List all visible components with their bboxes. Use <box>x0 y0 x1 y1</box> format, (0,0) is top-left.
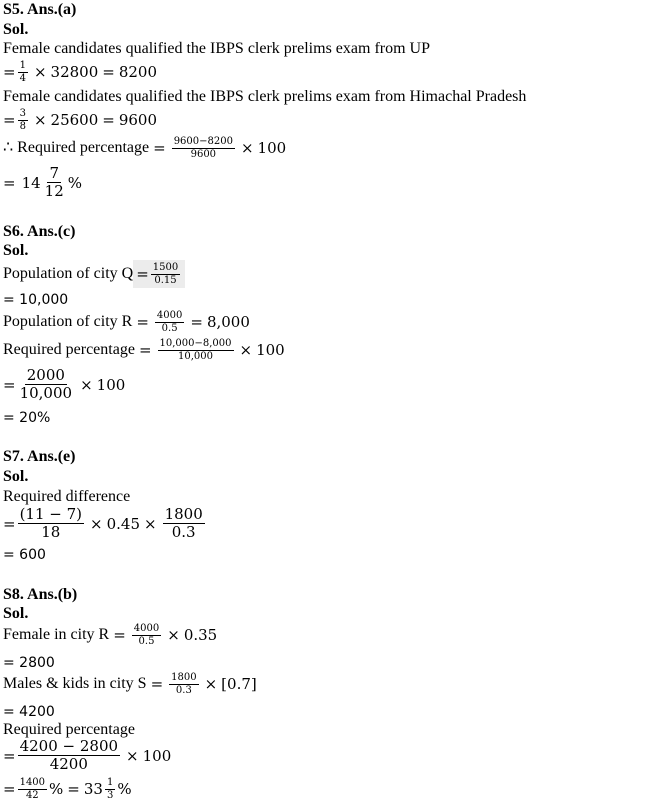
fraction: $\frac{10,000-8,000}{10,000}$ <box>159 338 232 362</box>
s7-sol-label: Sol. <box>3 468 29 485</box>
fraction: $\frac{4000}{0.5}$ <box>133 623 160 647</box>
s6-required-percentage: Required percentage = $\frac{10,000-8,000}{10,000}$ × 100 <box>3 338 285 362</box>
s8-female-result: = 2800 <box>3 655 55 671</box>
s6-population-r: Population of city R = $\frac{4000}{0.5}$ = 8,000 <box>3 310 250 334</box>
s6-result: = 20% <box>3 410 51 426</box>
s5-result: = 14 $\frac{7}{12}$ % <box>3 164 83 201</box>
s5-heading: S5. Ans.(a) <box>3 1 77 18</box>
fraction: $\frac{(11 - 7)}{18}$ <box>19 505 83 542</box>
s5-hp-calculation: = $\frac{3}{8}$ × 25600 = 9600 <box>3 108 158 132</box>
s8-female-city-r: Female in city R = $\frac{4000}{0.5}$ × 0.35 <box>3 623 218 647</box>
fraction: $\frac{1500}{0.15}$ <box>152 262 179 286</box>
s6-heading: S6. Ans.(c) <box>3 223 76 240</box>
s8-sol-label: Sol. <box>3 605 29 622</box>
fraction: $\frac{1}{4}$ <box>19 60 26 84</box>
s8-heading: S8. Ans.(b) <box>3 586 78 603</box>
s6-sol-label: Sol. <box>3 242 29 259</box>
fraction: $\frac{1400}{42}$ <box>19 777 46 801</box>
s5-hp-statement: Female candidates qualified the IBPS clerk prelims exam from Himachal Pradesh <box>3 88 527 105</box>
s8-males-kids-city-s: Males & kids in city S = $\frac{1800}{0.3}$ × [0.7] <box>3 672 257 696</box>
fraction: $\frac{4200 - 2800}{4200}$ <box>19 737 119 774</box>
s6-population-q: Population of city Q = $\frac{1500}{0.15}$ <box>3 260 185 288</box>
s8-calculation: = $\frac{4200 - 2800}{4200}$ × 100 <box>3 737 172 774</box>
fraction: $\frac{7}{12}$ <box>44 164 64 201</box>
s7-heading: S7. Ans.(e) <box>3 448 76 465</box>
s8-result: = $\frac{1400}{42}$ % = 33 $\frac{1}{3}$ % <box>3 777 132 801</box>
fraction: $\frac{2000}{10,000}$ <box>19 366 73 403</box>
s5-required-percentage: ∴ Required percentage = $\frac{9600-8200}{9600}$ × 100 <box>3 136 287 160</box>
fraction: $\frac{1800}{0.3}$ <box>171 672 197 696</box>
fraction: $\frac{1800}{0.3}$ <box>164 505 203 542</box>
s6-population-q-result: = 10,000 <box>3 292 69 308</box>
fraction: $\frac{3}{8}$ <box>19 108 26 132</box>
fraction: $\frac{4000}{0.5}$ <box>156 310 183 334</box>
s7-calculation: = $\frac{(11 - 7)}{18}$ × 0.45 × $\frac{1800}{0.3}$ <box>3 505 203 542</box>
s5-up-calculation: = $\frac{1}{4}$ × 32800 = 8200 <box>3 60 158 84</box>
fraction: $\frac{9600-8200}{9600}$ <box>173 136 233 160</box>
s6-calculation: = $\frac{2000}{10,000}$ × 100 <box>3 366 126 403</box>
highlight: = $\frac{1500}{0.15}$ <box>133 260 185 288</box>
s7-result: = 600 <box>3 547 46 563</box>
fraction: $\frac{1}{3}$ <box>106 777 114 801</box>
s5-sol-label: Sol. <box>3 21 29 38</box>
s8-required-percentage-label: Required percentage <box>3 721 135 738</box>
s5-up-statement: Female candidates qualified the IBPS clerk prelims exam from UP <box>3 40 430 57</box>
s7-statement: Required difference <box>3 488 131 505</box>
s8-males-result: = 4200 <box>3 704 55 720</box>
